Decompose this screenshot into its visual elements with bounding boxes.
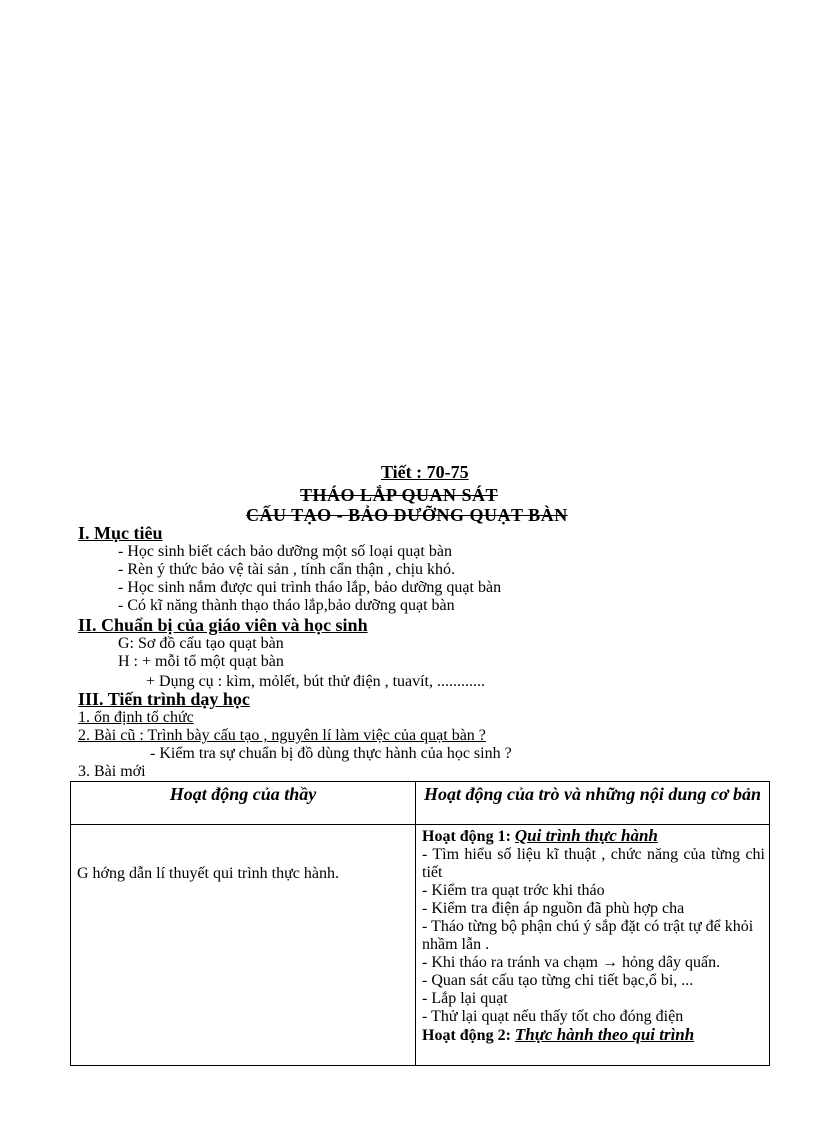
- arrow-line-after: hỏng dây quấn.: [621, 954, 721, 971]
- preparation-teacher: G: Sơ đồ cấu tạo quạt bàn: [118, 635, 284, 652]
- lesson-period: Tiết : 70-75: [381, 462, 469, 482]
- student-activity-cell: [416, 825, 770, 1066]
- activity-1-separator: :: [505, 828, 511, 845]
- activity-line: - Tháo từng bộ phận chú ý sắp đặt có trật tự để khỏi nhầm lẫn .: [422, 918, 754, 953]
- objective-item: - Rèn ý thức bảo vệ tài sản , tính cẩn thận , chịu khó.: [118, 561, 456, 578]
- activity-2-name: Thực hành theo qui trình: [514, 1025, 695, 1044]
- activity-1-label: Hoạt động 1: [422, 828, 506, 845]
- table-row: [71, 825, 770, 1066]
- teacher-column-header: Hoạt động của thầy: [71, 782, 416, 825]
- process-step-2: [78, 727, 486, 745]
- student-column-header: Hoạt động của trò và những nội dung cơ bản: [416, 782, 770, 825]
- activity-2-separator: :: [505, 1027, 511, 1044]
- objectives-heading: I. Mục tiêu: [78, 523, 163, 543]
- teacher-activity-cell: [71, 825, 416, 1066]
- activity-line-arrow: [422, 954, 765, 972]
- activity-1-heading: [422, 827, 765, 846]
- arrow-line-before: - Khi tháo ra tránh va chạm: [422, 954, 598, 971]
- activity-line: - Quan sát cấu tạo từng chi tiết bạc,ổ bi, ...: [422, 972, 694, 989]
- activity-line: - Thử lại quạt nếu thấy tốt cho đóng điện: [422, 1008, 684, 1025]
- preparation-student: H : + mỗi tổ một quạt bàn: [118, 653, 284, 670]
- objective-item: - Học sinh biết cách bảo dưỡng một số loại quạt bàn: [118, 543, 452, 560]
- lesson-activity-table: [70, 781, 770, 1066]
- activity-line: - Kiểm tra điện áp nguồn đã phù hợp cha: [422, 900, 685, 917]
- process-step-1: 1. ổn định tổ chức: [78, 709, 194, 726]
- lesson-title-line2: CẤU TẠO - BẢO DƯỠNG QUẠT BÀN: [246, 505, 568, 525]
- objective-item: - Có kĩ năng thành thạo tháo lắp,bảo dưỡng quạt bàn: [118, 597, 455, 614]
- table-header-row: [71, 782, 770, 825]
- activity-2-heading: [422, 1026, 765, 1045]
- process-heading: III. Tiến trình dạy học: [78, 689, 250, 709]
- preparation-heading: II. Chuẩn bị của giáo viên và học sinh: [78, 615, 368, 635]
- process-step-3: 3. Bài mới: [78, 763, 146, 780]
- activity-2-label: Hoạt động 2: [422, 1027, 506, 1044]
- activity-1-name: Qui trình thực hành: [514, 826, 658, 845]
- teacher-activity-text: G hớng dẫn lí thuyết qui trình thực hành.: [77, 865, 339, 882]
- right-arrow-icon: →: [601, 954, 618, 971]
- preparation-tools: + Dụng cụ : kìm, mỏlết, bút thử điện , tuavít, ............: [146, 673, 485, 690]
- activity-line: - Kiểm tra quạt trớc khi tháo: [422, 882, 605, 899]
- process-step-2-check: - Kiểm tra sự chuẩn bị đồ dùng thực hành của học sinh ?: [150, 745, 512, 762]
- objective-item: - Học sinh nắm được qui trình tháo lắp, bảo dưỡng quạt bàn: [118, 579, 502, 596]
- lesson-title-line1: THÁO LẮP QUAN SÁT: [300, 485, 499, 505]
- activity-line: - Lắp lại quạt: [422, 990, 508, 1007]
- activity-line: - Tìm hiểu số liệu kĩ thuật , chức năng của từng chi tiết: [422, 846, 765, 881]
- process-step-2-text: 2. Bài cũ : Trình bày cấu tạo , nguyên lí làm việc của quạt bàn ?: [78, 727, 486, 744]
